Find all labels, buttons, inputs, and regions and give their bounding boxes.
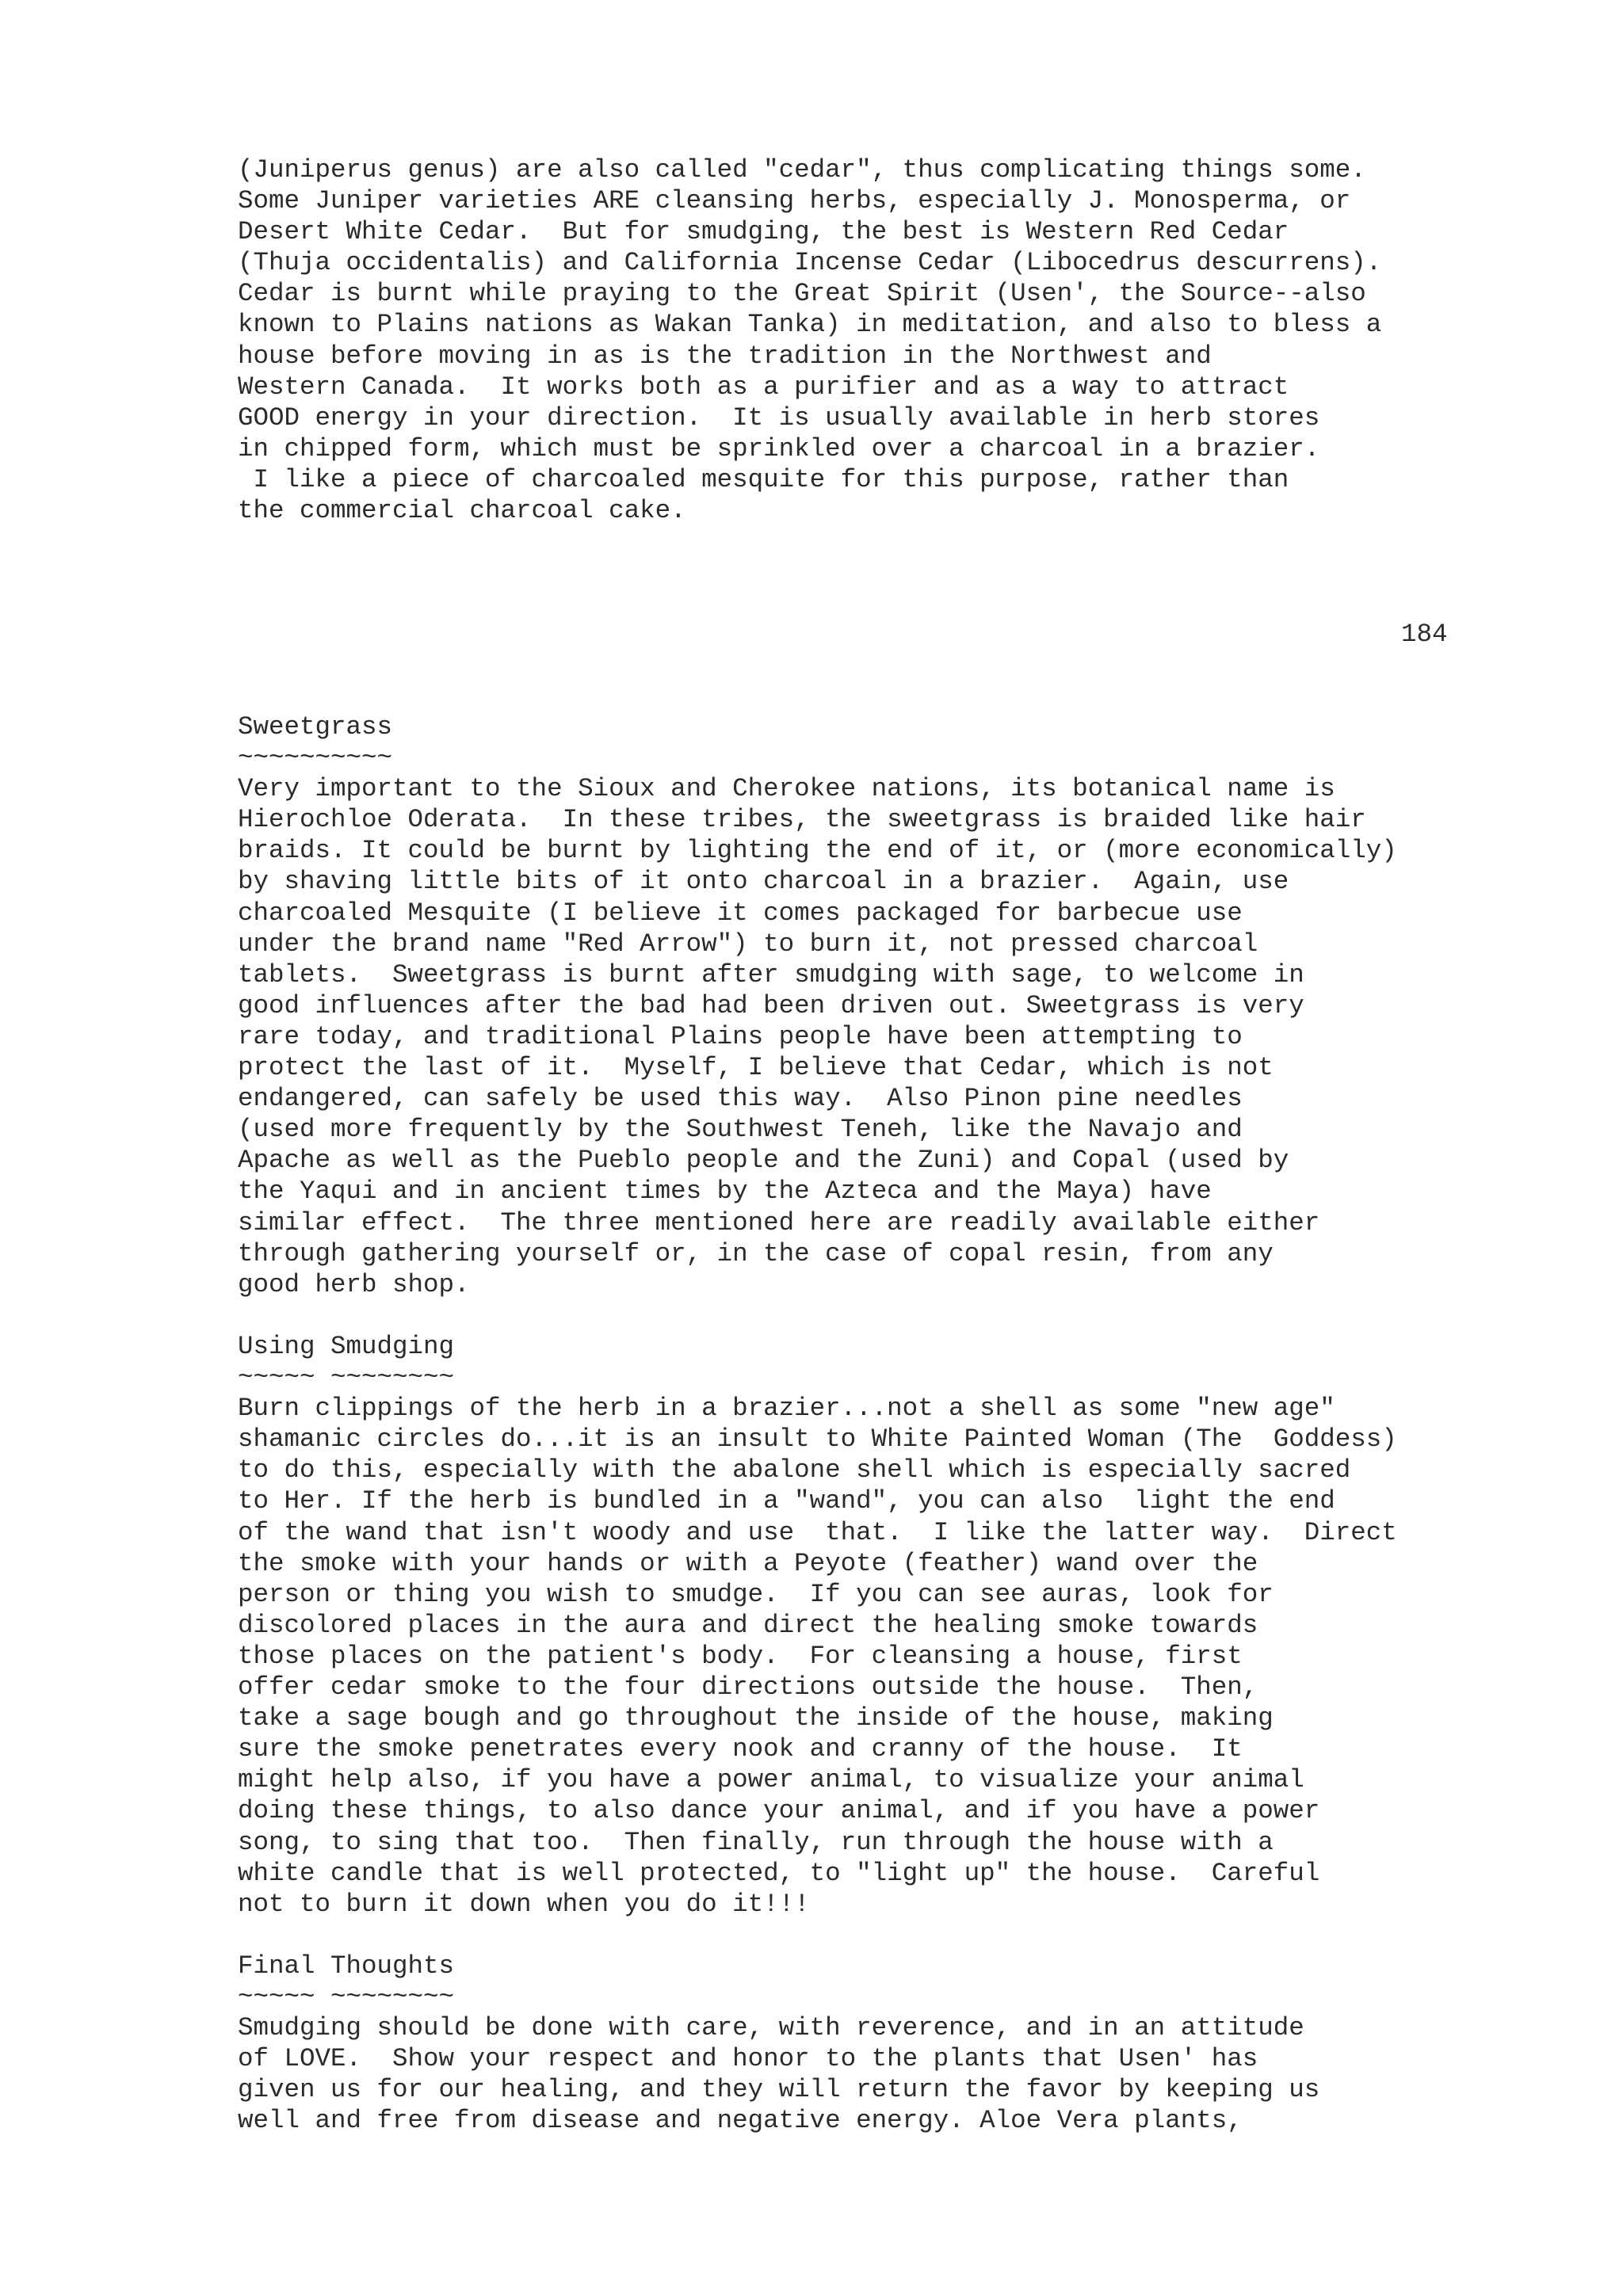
text-line: song, to sing that too. Then finally, run through the house with a — [238, 1827, 1274, 1857]
text-line: protect the last of it. Myself, I believe that Cedar, which is not — [238, 1053, 1274, 1083]
top-paragraph — [238, 154, 1381, 526]
text-line: might help also, if you have a power animal, to visualize your animal — [238, 1765, 1304, 1795]
heading-underline: ~~~~~ ~~~~~~~~ — [238, 1982, 455, 2012]
section-heading: Final Thoughts — [238, 1951, 455, 1981]
text-line: Some Juniper varieties ARE cleansing herbs, especially J. Monosperma, or — [238, 186, 1351, 216]
text-line: shamanic circles do...it is an insult to White Painted Woman (The Goddess) — [238, 1425, 1397, 1455]
text-line: doing these things, to also dance your animal, and if you have a power — [238, 1796, 1320, 1826]
text-line: charcoaled Mesquite (I believe it comes packaged for barbecue use — [238, 898, 1243, 928]
section-heading: Using Smudging — [238, 1332, 455, 1361]
text-line: to Her. If the herb is bundled in a "wand", you can also light the end — [238, 1486, 1335, 1516]
text-line: through gathering yourself or, in the case of copal resin, from any — [238, 1238, 1274, 1268]
text-line: the smoke with your hands or with a Peyote (feather) wand over the — [238, 1548, 1258, 1578]
text-line: GOOD energy in your direction. It is usually available in herb stores — [238, 402, 1320, 433]
page-number: 184 — [1401, 620, 1448, 649]
text-line: (used more frequently by the Southwest Teneh, like the Navajo and — [238, 1115, 1243, 1145]
text-line: Hierochloe Oderata. In these tribes, the sweetgrass is braided like hair — [238, 805, 1366, 835]
text-line: rare today, and traditional Plains people have been attempting to — [238, 1021, 1243, 1051]
text-line: by shaving little bits of it onto charcoal in a brazier. Again, use — [238, 867, 1289, 897]
text-line: (Thuja occidentalis) and California Incense Cedar (Libocedrus descurrens). — [238, 248, 1382, 278]
text-line: endangered, can safely be used this way. Also Pinon pine needles — [238, 1084, 1243, 1114]
text-line: Very important to the Sioux and Cherokee nations, its botanical name is — [238, 774, 1335, 804]
text-line: in chipped form, which must be sprinkled over a charcoal in a brazier. — [238, 433, 1320, 463]
text-line: offer cedar smoke to the four directions outside the house. Then, — [238, 1672, 1258, 1703]
text-line: good herb shop. — [238, 1269, 470, 1299]
text-line: those places on the patient's body. For cleansing a house, first — [238, 1641, 1243, 1671]
text-line: the Yaqui and in ancient times by the Azteca and the Maya) have — [238, 1177, 1212, 1207]
text-line: of the wand that isn't woody and use that. I like the latter way. Direct — [238, 1517, 1397, 1547]
text-line: tablets. Sweetgrass is burnt after smudging with sage, to welcome in — [238, 959, 1304, 990]
text-line: of LOVE. Show your respect and honor to the plants that Usen' has — [238, 2044, 1258, 2074]
section-sweetgrass — [238, 711, 1397, 1300]
text-line: discolored places in the aura and direct the healing smoke towards — [238, 1610, 1258, 1640]
text-line: Cedar is burnt while praying to the Great Spirit (Usen', the Source--also — [238, 279, 1366, 309]
text-line: known to Plains nations as Wakan Tanka) in meditation, and also to bless a — [238, 310, 1382, 340]
text-line: the commercial charcoal cake. — [238, 496, 686, 526]
text-line: good influences after the bad had been driven out. Sweetgrass is very — [238, 990, 1304, 1020]
text-line: under the brand name "Red Arrow") to burn it, not pressed charcoal — [238, 929, 1258, 959]
text-line: (Juniperus genus) are also called "cedar", thus complicating things some. — [238, 155, 1366, 185]
section-using-smudging — [238, 1331, 1397, 1920]
text-line: given us for our healing, and they will return the favor by keeping us — [238, 2075, 1320, 2105]
text-line: well and free from disease and negative energy. Aloe Vera plants, — [238, 2106, 1243, 2136]
text-line: Western Canada. It works both as a purifier and as a way to attract — [238, 372, 1289, 402]
text-line: to do this, especially with the abalone shell which is especially sacred — [238, 1455, 1351, 1486]
heading-underline: ~~~~~~~~~~ — [238, 743, 393, 773]
section-final-thoughts — [238, 1951, 1319, 2137]
text-line: similar effect. The three mentioned here are readily available either — [238, 1207, 1320, 1238]
text-line: Smudging should be done with care, with reverence, and in an attitude — [238, 2013, 1304, 2043]
text-line: I like a piece of charcoaled mesquite for this purpose, rather than — [238, 464, 1289, 494]
text-line: Burn clippings of the herb in a brazier...not a shell as some "new age" — [238, 1394, 1335, 1424]
text-line: person or thing you wish to smudge. If you can see auras, look for — [238, 1579, 1274, 1609]
text-line: Desert White Cedar. But for smudging, the best is Western Red Cedar — [238, 217, 1289, 247]
section-heading: Sweetgrass — [238, 712, 393, 742]
text-line: take a sage bough and go throughout the inside of the house, making — [238, 1703, 1274, 1733]
heading-underline: ~~~~~ ~~~~~~~~ — [238, 1363, 455, 1393]
text-line: braids. It could be burnt by lighting the end of it, or (more economically) — [238, 836, 1397, 866]
text-line: sure the smoke penetrates every nook and cranny of the house. It — [238, 1734, 1243, 1764]
text-line: Apache as well as the Pueblo people and the Zuni) and Copal (used by — [238, 1146, 1289, 1176]
text-line: white candle that is well protected, to "light up" the house. Careful — [238, 1858, 1320, 1888]
text-line: house before moving in as is the tradition in the Northwest and — [238, 341, 1212, 371]
text-line: not to burn it down when you do it!!! — [238, 1889, 810, 1919]
